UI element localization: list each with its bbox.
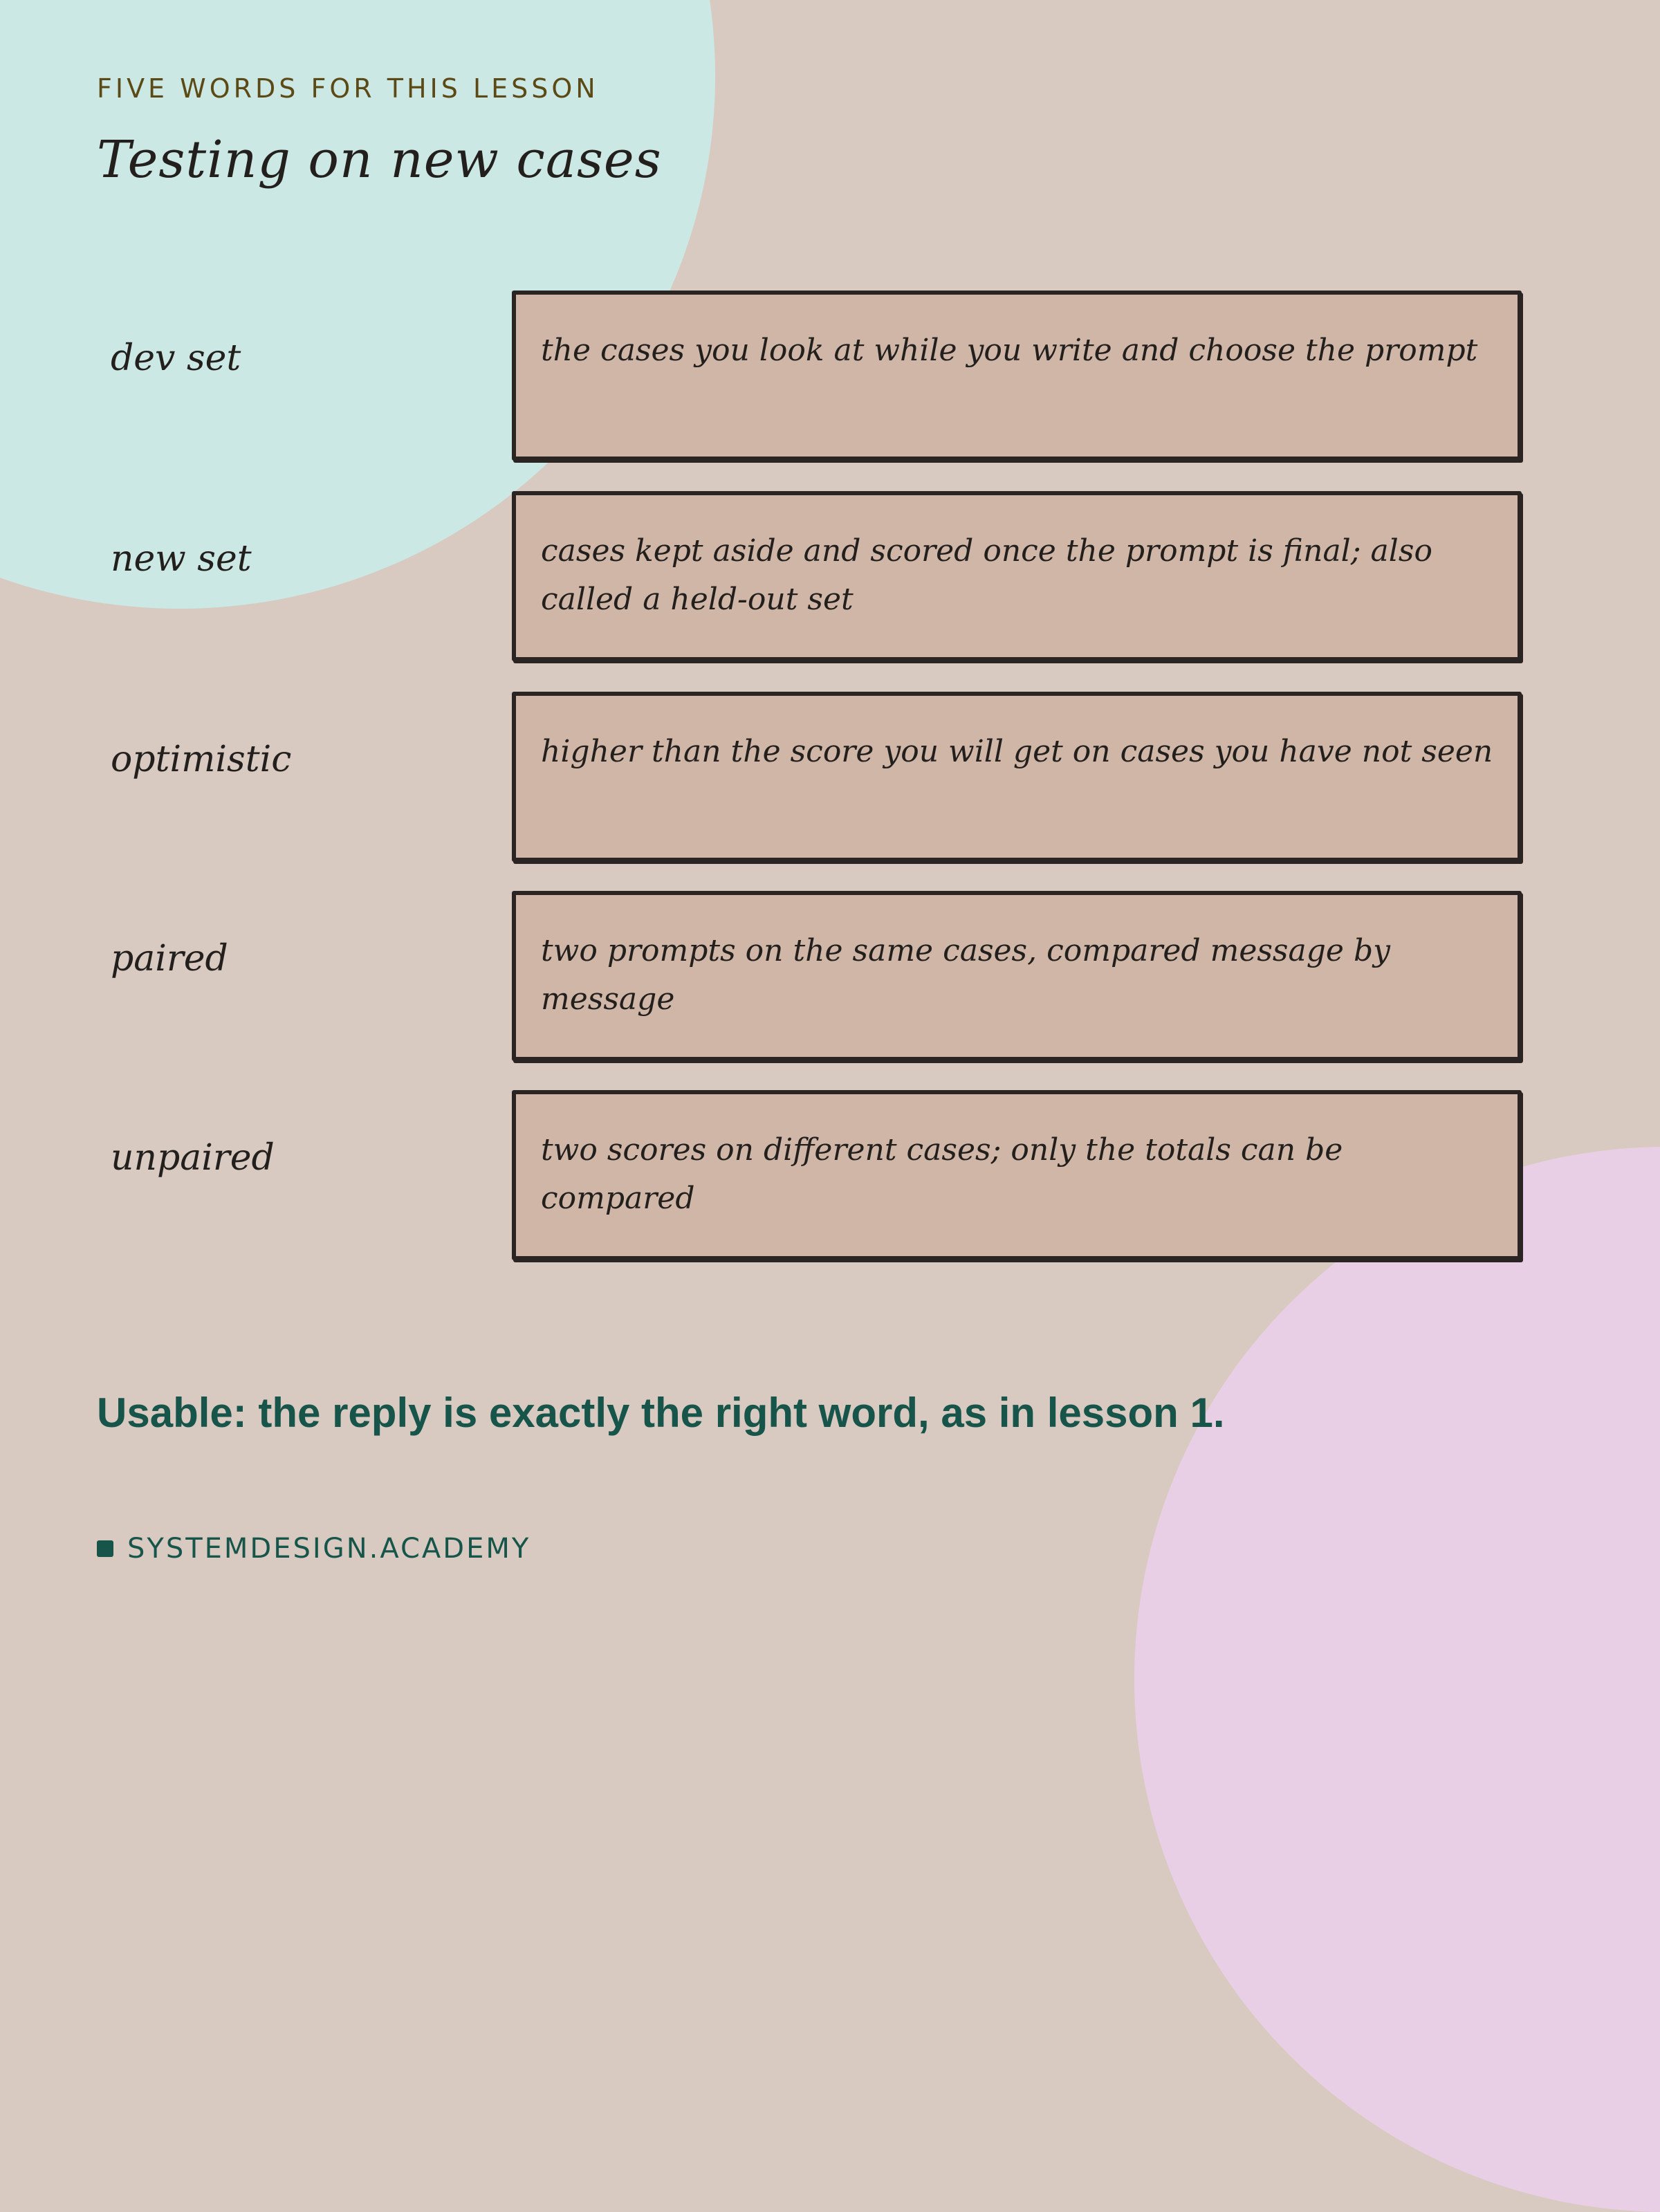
term-row xyxy=(0,291,1660,463)
definition-text: cases kept aside and scored once the prompt is final; also called a held-out set xyxy=(541,533,1432,617)
term-label: dev set xyxy=(111,338,241,379)
definition-box xyxy=(512,491,1522,661)
definition-box xyxy=(512,291,1522,461)
definition-text: the cases you look at while you write and choose the prompt xyxy=(541,333,1478,368)
term-label: optimistic xyxy=(111,739,292,780)
term-row xyxy=(0,891,1660,1064)
definition-text: higher than the score you will get on cases you have not seen xyxy=(541,734,1493,769)
eyebrow-label: FIVE WORDS FOR THIS LESSON xyxy=(97,73,599,104)
definition-text: two scores on different cases; only the totals can be compared xyxy=(541,1132,1343,1216)
page-title: Testing on new cases xyxy=(97,130,662,190)
definition-text: two prompts on the same cases, compared message by message xyxy=(541,933,1390,1017)
pink-circle-decoration xyxy=(1134,1147,1660,2212)
definition-box xyxy=(512,1090,1522,1260)
square-bullet-icon xyxy=(97,1540,113,1557)
term-label: unpaired xyxy=(111,1137,275,1179)
term-label: paired xyxy=(111,938,228,979)
footer-brand xyxy=(97,1533,531,1565)
term-row xyxy=(0,491,1660,664)
brand-label: SYSTEMDESIGN.ACADEMY xyxy=(127,1533,531,1565)
term-row xyxy=(0,1090,1660,1263)
term-label: new set xyxy=(111,538,252,580)
usable-note: Usable: the reply is exactly the right word, as in lesson 1. xyxy=(97,1390,1225,1436)
definition-box xyxy=(512,692,1522,862)
definition-box xyxy=(512,891,1522,1061)
term-row xyxy=(0,692,1660,865)
